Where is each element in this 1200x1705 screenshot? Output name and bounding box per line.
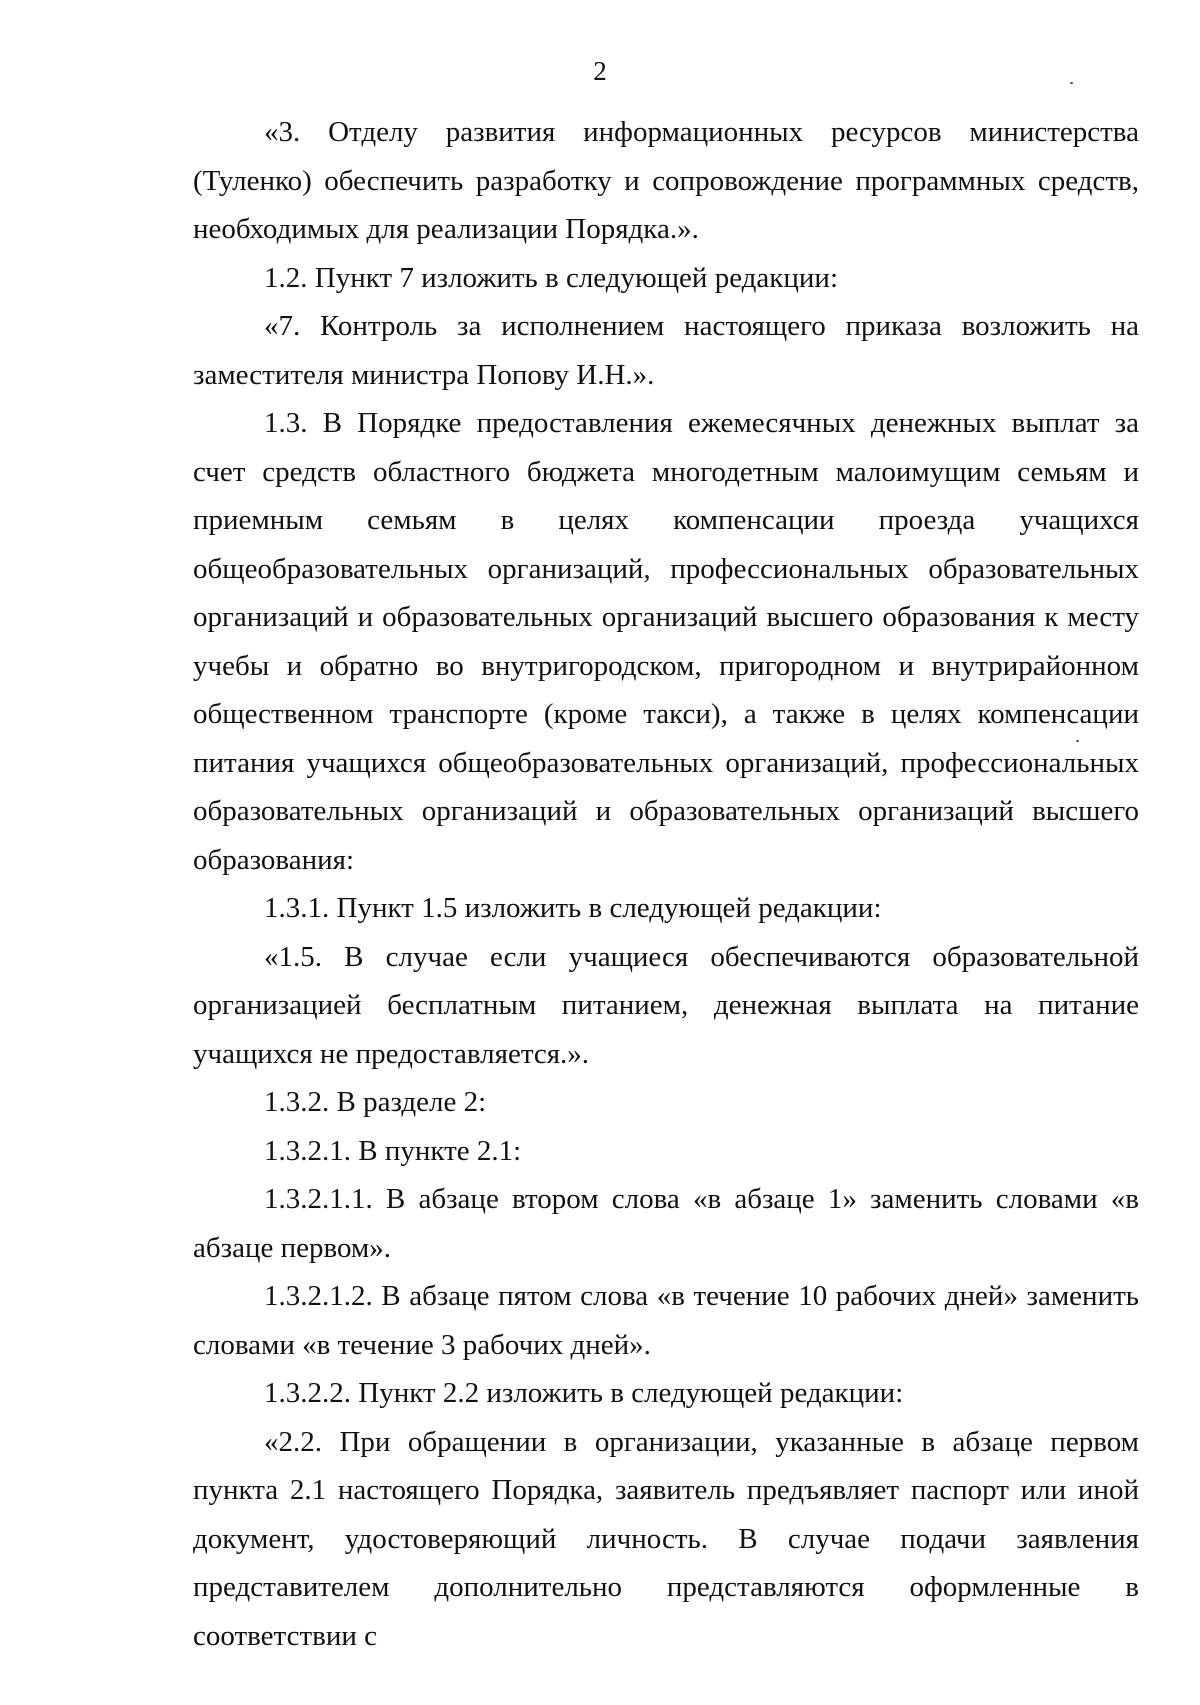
page-number: 2 [593, 56, 607, 86]
scan-speck [1076, 740, 1079, 742]
scan-speck [1070, 82, 1073, 84]
paragraph-1-3-2-1-1: 1.3.2.1.1. В абзаце втором слова «в абзаце 1» заменить словами «в абзаце первом». [193, 1183, 1139, 1264]
paragraph-1-3-1: 1.3.1. Пункт 1.5 изложить в следующей редакции: [264, 892, 882, 924]
paragraph-1-3: 1.3. В Порядке предоставления ежемесячных денежных выплат за счет средств областного бюджета многодетным малоимущим семьям и приемным семьям в целях компенсации проезда учащихся общеобразовательных организаций, профессиональных образовательных организаций и образовательных организаций высшего образования к месту учебы и обратно во внутригородском, пригородном и внутрирайонном общественном транспорте (кроме такси), а также в целях компенсации питания учащихся общеобразовательных организаций, профессиональных образовательных организаций и образовательных организаций высшего образования: [193, 407, 1139, 876]
paragraph-1-3-2-1: 1.3.2.1. В пункте 2.1: [264, 1134, 522, 1167]
paragraph-item-2-2-quote: «2.2. При обращении в организации, указанные в абзаце первом пункта 2.1 настоящего Порядка, заявитель предъявляет паспорт или иной документ, удостоверяющий личность. В случае подачи заявления представителем дополнительно представляются оформленные в соответствии с [193, 1425, 1139, 1652]
paragraph-1-2: 1.2. Пункт 7 изложить в следующей редакции: [264, 261, 839, 294]
paragraph-1-3-2-2: 1.3.2.2. Пункт 2.2 изложить в следующей редакции: [264, 1377, 904, 1409]
paragraph-item-7-quote: «7. Контроль за исполнением настоящего приказа возложить на заместителя министра Попову И.Н.». [193, 310, 1139, 391]
paragraph-1-3-2: 1.3.2. В разделе 2: [264, 1086, 487, 1118]
paragraph-item-3-quote: «3. Отделу развития информационных ресурсов министерства (Туленко) обеспечить разработку и сопровождение программных средств, необходимых для реализации Порядка.». [193, 116, 1139, 245]
paragraph-item-1-5-quote: «1.5. В случае если учащиеся обеспечиваются образовательной организацией бесплатным питанием, денежная выплата на питание учащихся не предоставляется.». [193, 940, 1139, 1070]
document-body [193, 108, 1139, 1660]
paragraph-1-3-2-1-2: 1.3.2.1.2. В абзаце пятом слова «в течение 10 рабочих дней» заменить словами «в течение 3 рабочих дней». [193, 1280, 1139, 1361]
